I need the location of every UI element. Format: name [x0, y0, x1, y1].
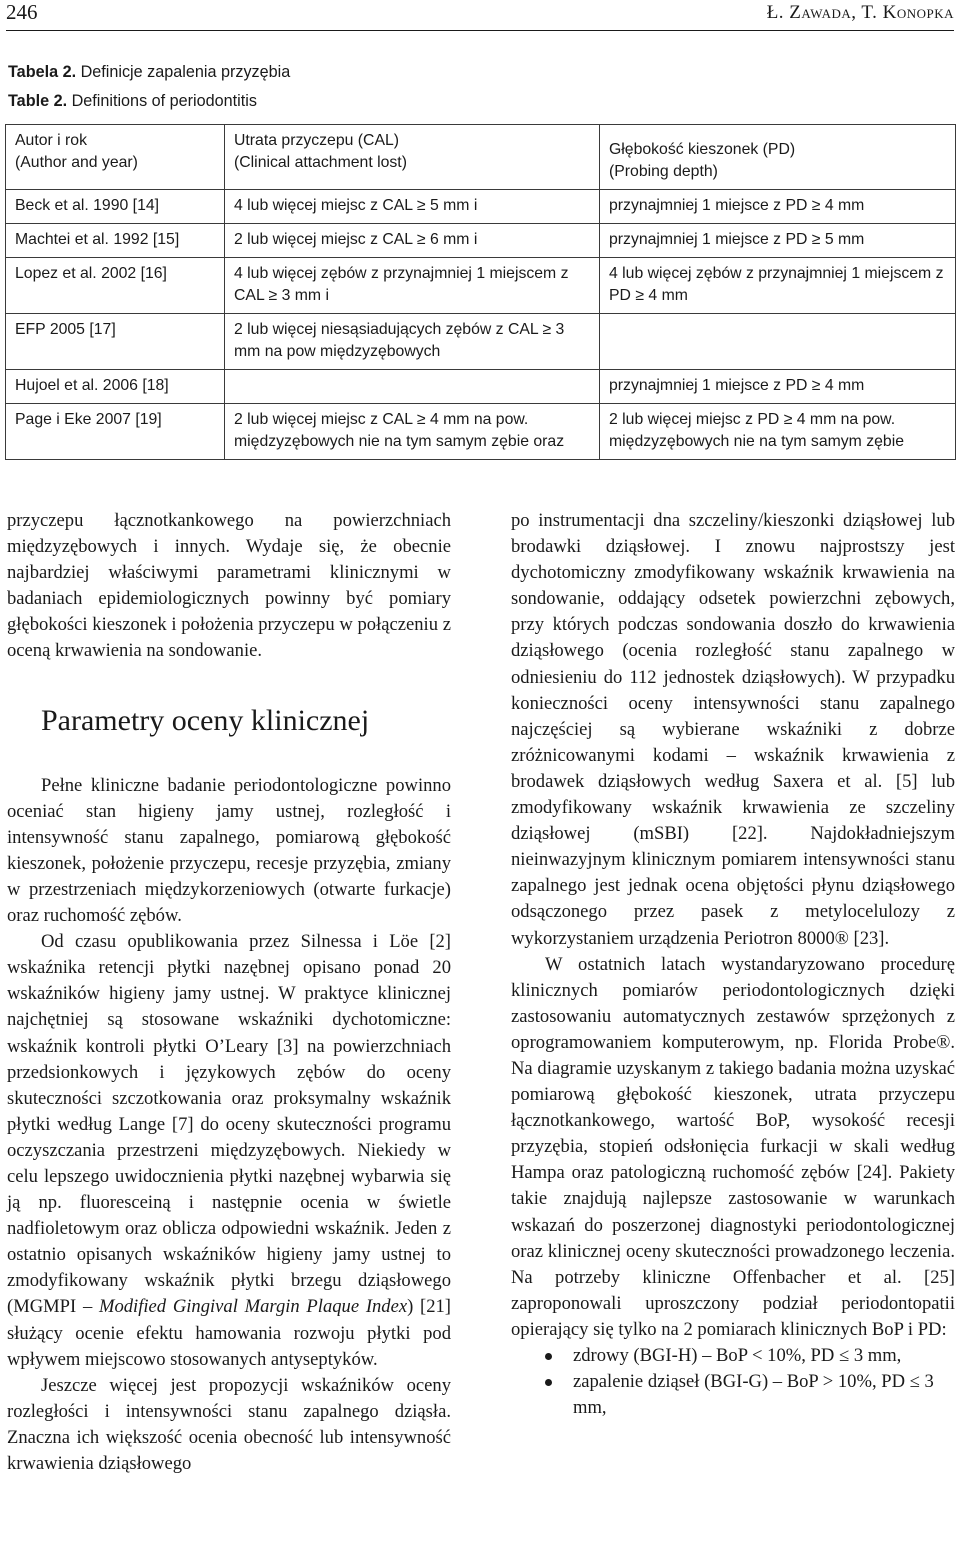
table-row [6, 190, 956, 224]
cell-pd: przynajmniej 1 miejsce z PD ≥ 4 mm [600, 190, 956, 224]
right-text-column [511, 508, 955, 1421]
header-pd-en: (Probing depth) [609, 163, 718, 180]
header-pd-pl: Głębokość kieszonek (PD) [609, 141, 796, 158]
running-header [6, 0, 954, 28]
header-author-pl: Autor i rok [15, 132, 87, 149]
paragraph: Pełne kliniczne badanie periodontologiczne powinno oceniać stan higieny jamy ustnej, rozległość i intensywność stanu zapalnego, pomiarową głębokość kieszonek, położenie przyczepu, recesje przyzębia, zmiany w przestrzeniach międzykorzeniowych (otwarte furkacje) oraz ruchomość zębów. [7, 774, 451, 927]
caption-en-text: Definitions of periodontitis [71, 92, 257, 110]
list-item: zapalenie dziąseł (BGI-G) – BoP > 10%, PD ≤ 3 mm, [511, 1369, 955, 1421]
table-row [6, 404, 956, 460]
caption-en-label: Table 2. [8, 92, 68, 110]
cell-cal: 2 lub więcej miejsc z CAL ≥ 4 mm na pow. międzyzębowych nie na tym samym zębie oraz [225, 404, 600, 460]
cell-cal: 2 lub więcej miejsc z CAL ≥ 6 mm i [225, 224, 600, 258]
caption-en [8, 87, 290, 116]
paragraph: przyczepu łącznotkankowego na powierzchniach międzyzębowych i innych. Wydaje się, że obecnie najbardziej właściwymi parametrami klinicznymi w badaniach epidemiologicznych powinny być pomiary głębokości kieszonek i położenia przyczepu w połączeniu z oceną krwawienia na sondowanie. [7, 510, 451, 662]
definitions-table [5, 124, 956, 460]
table-row [6, 258, 956, 314]
cell-pd: 2 lub więcej miejsc z PD ≥ 4 mm na pow. międzyzębowych nie na tym samym zębie [600, 404, 956, 460]
list-item: zdrowy (BGI-H) – BoP < 10%, PD ≤ 3 mm, [511, 1343, 955, 1369]
paragraph-italic: Modified Gingival Margin Plaque Index [98, 1296, 408, 1318]
cell-pd: przynajmniej 1 miejsce z PD ≥ 5 mm [600, 224, 956, 258]
header-cal [225, 125, 600, 190]
table-row [6, 370, 956, 404]
header-pd [600, 125, 956, 190]
page-number: 246 [6, 0, 38, 24]
cell-author: Lopez et al. 2002 [16] [6, 258, 225, 314]
table-header-row [6, 125, 956, 190]
caption-pl-text: Definicje zapalenia przyzębia [80, 63, 291, 81]
paragraph-text: ) [21] służący ocenie efektu hamowania rozwoju płytki pod wpływem miejscowo stosowanych antyseptyków. [7, 1296, 452, 1370]
header-cal-pl: Utrata przyczepu (CAL) [234, 132, 400, 149]
caption-pl [8, 58, 290, 87]
cell-author: Machtei et al. 1992 [15] [6, 224, 225, 258]
header-author-en: (Author and year) [15, 154, 138, 171]
table-caption [8, 58, 290, 116]
bullet-list [511, 1343, 955, 1421]
paragraph: po instrumentacji dna szczeliny/kieszonki dziąsłowej lub brodawki dziąsłowej. I znowu najprostszy jest dychotomiczny zmodyfikowany wskaźnik krwawienia na sondowanie, oddający odsetek powierzchni zębowych, przy których podczas sondowania doszło do krwawienia dziąsłowego (ocenia rozległość stanu zapalnego w odniesieniu do 112 jednostek dziąsłowych). W przypadku konieczności oceny intensywności stanu zapalnego najczęściej są wybierane wskaźniki z dobrze zróżnicowanymi kodami – wskaźnik krwawienia z brodawek dziąsłowych według Saxera et al. [5] lub zmodyfikowany wskaźnik krwawienia ze szczeliny dziąsłowej (mSBI) [22]. Najdokładniejszym nieinwazyjnym klinicznym pomiarem intensywności stanu zapalnego jest jednak ocena objętości płynu dziąsłowego odsączonego przez pasek z metylocelulozy z wykorzystaniem urządzenia Periotron 8000® [23]. [511, 510, 955, 949]
header-author [6, 125, 225, 190]
table-row [6, 314, 956, 370]
cell-cal: 4 lub więcej miejsc z CAL ≥ 5 mm i [225, 190, 600, 224]
cell-pd [600, 314, 956, 370]
header-rule [6, 30, 954, 31]
table-row [6, 224, 956, 258]
header-cal-en: (Clinical attachment lost) [234, 154, 407, 171]
cell-pd: przynajmniej 1 miejsce z PD ≥ 4 mm [600, 370, 956, 404]
paragraph-text: Od czasu opublikowania przez Silnessa i Löe [2] wskaźnika retencji płytki nazębnej opisano ponad 20 wskaźników higieny jamy ustnej. W praktyce klinicznej najchętniej są stosowane wskaźniki dychotomiczne: wskaźnik kontroli płytki O’Leary [3] na powierzchniach przedsionkowych i językowych zębów do oceny skuteczności szczotkowania oraz proksymalny wskaźnik płytki według Lange [7] do oceny skuteczności programu oczyszczania przestrzeni międzyzębowych. Niekiedy w celu lepszego uwidocznienia płytki nazębnej wybarwia się ją np. fluoresceiną i następnie ocenia w świetle nadfioletowym oraz oblicza odpowiedni wskaźnik. Jeden z ostatnio opisanych wskaźników higieny jamy ustnej to zmodyfikowany wskaźnik płytki brzegu dziąsłowego (MGMPI – [7, 931, 451, 1318]
section-title: Parametry oceny klinicznej [41, 703, 370, 737]
cell-cal: 4 lub więcej zębów z przynajmniej 1 miejscem z CAL ≥ 3 mm i [225, 258, 600, 314]
cell-cal: 2 lub więcej niesąsiadujących zębów z CAL ≥ 3 mm na pow międzyzębowych [225, 314, 600, 370]
cell-author: Page i Eke 2007 [19] [6, 404, 225, 460]
cell-author: Hujoel et al. 2006 [18] [6, 370, 225, 404]
cell-cal [225, 370, 600, 404]
running-authors: Ł. Zawada, T. Konopka [766, 2, 954, 23]
cell-author: Beck et al. 1990 [14] [6, 190, 225, 224]
paragraph [7, 929, 451, 1373]
paragraph: W ostatnich latach wystandaryzowano procedurę klinicznych pomiarów periodontologicznych dzięki zastosowaniu automatycznych zestawów sprzężonych z oprogramowaniem komputerowym, np. Florida Probe®. Na diagramie uzyskanym z takiego badania można uzyskać pomiarową głębokość kieszonek, utrata przyczepu łącznotkankowego, wartość BoP, wysokość recesji przyzębia, stopień odsłonięcia furkacji w skali według Hampa oraz patologiczną ruchomość zębów [24]. Pakiety takie znajdują najlepsze zastosowanie w warunkach wskazań do poszerzonej diagnostyki periodontologicznej oraz klinicznej oceny skuteczności prowadzonego leczenia. Na potrzeby kliniczne Offenbacher et al. [25] zaproponowali uproszczony podział periodontopatii opierający się tylko na 2 pomiarach klinicznych BoP i PD: [511, 953, 955, 1340]
cell-pd: 4 lub więcej zębów z przynajmniej 1 miejscem z PD ≥ 4 mm [600, 258, 956, 314]
paragraph: Jeszcze więcej jest propozycji wskaźników oceny rozległości i intensywności stanu zapalnego dziąsła. Znaczna ich większość ocenia obecność lub intensywność krwawienia dziąsłowego [7, 1374, 451, 1474]
left-text-column [7, 508, 451, 1477]
cell-author: EFP 2005 [17] [6, 314, 225, 370]
caption-pl-label: Tabela 2. [8, 63, 77, 81]
